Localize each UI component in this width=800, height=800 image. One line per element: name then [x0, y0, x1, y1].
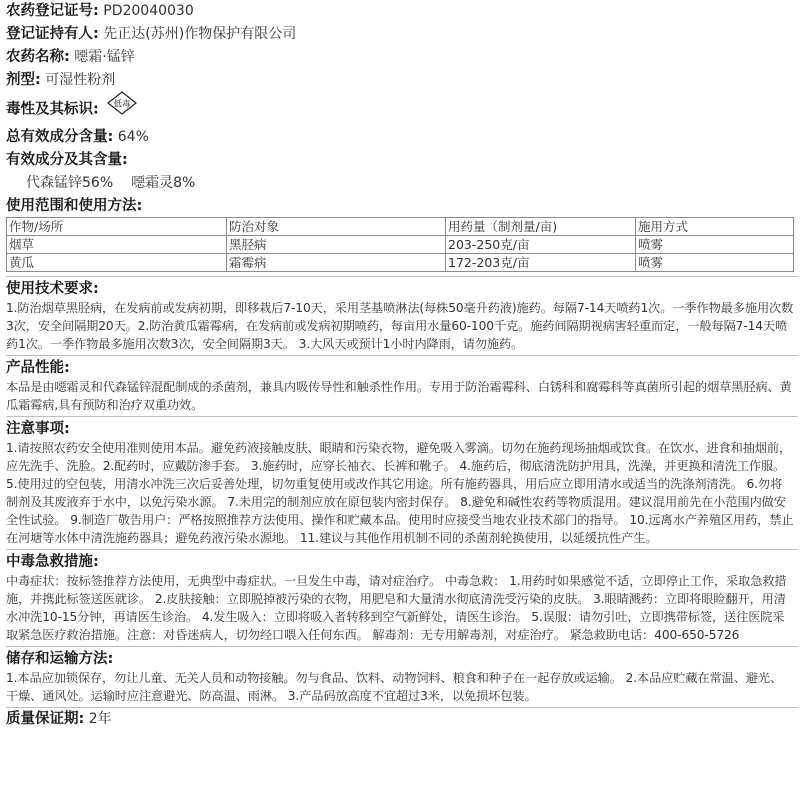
table-cell: 喷雾 [636, 236, 794, 254]
toxicity-badge-text: 低毒 [113, 99, 131, 110]
table-header-cell: 作物/场所 [7, 218, 227, 236]
total-content-label: 总有效成分含量: [6, 129, 114, 145]
formulation-row [6, 69, 798, 92]
registration-number-row [6, 0, 798, 23]
name-label: 农药名称: [6, 49, 70, 65]
table-cell: 黑胫病 [227, 236, 446, 254]
table-cell: 烟草 [7, 236, 227, 254]
total-content-value: 64% [117, 129, 149, 145]
table-cell: 霜霉病 [227, 254, 446, 272]
holder-row [6, 23, 798, 46]
formulation-label: 剂型: [6, 72, 41, 88]
shelf-life-value: 2年 [88, 711, 112, 727]
holder-value: 先正达(苏州)作物保护有限公司 [103, 26, 297, 42]
shelf-life-row [6, 708, 798, 731]
technique-heading: 使用技术要求: [6, 281, 99, 297]
table-cell: 喷雾 [636, 254, 794, 272]
formulation-value: 可湿性粉剂 [45, 72, 116, 88]
table-row [7, 236, 794, 254]
ingredient-item: 噁霜灵8% [131, 175, 196, 191]
storage-text: 1.本品应加锁保存，勿让儿童、无关人员和动物接触。勿与食品、饮料、动物饲料、粮食和种子在一起存放或运输。 2.本品应贮藏在常温、避光、干燥、通风处。运输时应注意避光、防高温、雨淋。 3.产品码放高度不宜超过3米，以免损坏包装。 [6, 671, 783, 703]
ingredients-list [6, 172, 798, 194]
name-row [6, 46, 798, 69]
label-document [6, 0, 798, 731]
table-row [7, 254, 794, 272]
precautions-heading: 注意事项: [6, 421, 70, 437]
usage-table [6, 217, 794, 272]
performance-heading: 产品性能: [6, 360, 70, 376]
table-cell: 黄瓜 [7, 254, 227, 272]
technique-text: 1.防治烟草黑胫病，在发病前或发病初期，即移栽后7-10天，采用茎基喷淋法(每株50毫升药液)施药。每隔7-14天喷药1次。一季作物最多施用次数3次，安全间隔期20天。2.防治黄瓜霜霉病，在发病前或发病初期喷药，每亩用水量60-100千克。施药间隔期视病害轻重而定，一般每隔7-14天喷药1次。一季作物最多施用次数3次，安全间隔期3天。 3.大风天或预计1小时内降雨，请勿施药。 [6, 301, 794, 351]
usage-heading: 使用范围和使用方法: [6, 198, 143, 214]
table-cell: 172-203克/亩 [446, 254, 636, 272]
toxicity-label: 毒性及其标识: [6, 101, 99, 118]
ingredient-item: 代森锰锌56% [26, 175, 114, 191]
firstaid-heading: 中毒急救措施: [6, 554, 99, 570]
ingredients-label: 有效成分及其含量: [6, 152, 128, 168]
table-header-cell: 防治对象 [227, 218, 446, 236]
registration-number-label: 农药登记证号: [6, 3, 99, 19]
precautions-text: 1.请按照农药安全使用准则使用本品。避免药液接触皮肤、眼睛和污染衣物，避免吸入雾滴。切勿在施药现场抽烟或饮食。在饮水、进食和抽烟前，应先洗手、洗脸。2.配药时，应戴防渗手套。 3.施药时，应穿长袖衣、长裤和靴子。 4.施药后，彻底清洗防护用具，洗澡，并更换和清洗工作服。 5.使用过的空包装，用清水冲洗三次后妥善处理，切勿重复使用或改作其它用途。所有施药器具，用后应立即用清水或适当的洗涤剂清洗。 6.勿将制剂及其废液弃于水中，以免污染水源。 7.未用完的制剂应放在原包装内密封保存。 8.避免和碱性农药等物质混用。建议混用前先在小范围内做安全性试验。 9.制造厂敬告用户：严格按照推荐方法使用、操作和贮藏本品。使用时应接受当地农业技术部门的指导。 10.远离水产养殖区用药，禁止在河塘等水体中清洗施药器具；避免药液污染水源地。 11.建议与其他作用机制不同的杀菌剂轮换使用，以延缓抗性产生。 [6, 441, 794, 545]
total-content-row [6, 126, 798, 149]
storage-heading: 储存和运输方法: [6, 651, 114, 667]
toxicity-row [6, 92, 798, 122]
holder-label: 登记证持有人: [6, 26, 99, 42]
registration-number-value: PD20040030 [103, 3, 194, 19]
name-value: 噁霜·锰锌 [74, 49, 135, 65]
table-header-cell: 施用方式 [636, 218, 794, 236]
table-cell: 203-250克/亩 [446, 236, 636, 254]
table-header-cell: 用药量（制剂量/亩) [446, 218, 636, 236]
firstaid-text: 中毒症状：按标签推荐方法使用，无典型中毒症状。一旦发生中毒，请对症治疗。 中毒急救： 1.用药时如果感觉不适，立即停止工作，采取急救措施，并携此标签送医就诊。 2.皮肤接触：立即脱掉被污染的衣物，用肥皂和大量清水彻底清洗受污染的皮肤。 3.眼睛溅药：立即将眼睑翻开，用清水冲洗10-15分钟，再请医生诊治。 4.发生吸入：立即将吸入者转移到空气新鲜处，请医生诊治。 5.误服：请勿引吐，立即携带标签，送往医院采取紧急医疗救治措施。注意：对昏迷病人，切勿经口喂入任何东西。 解毒剂：无专用解毒剂，对症治疗。 紧急救助电话：400-650-5726 [6, 574, 787, 642]
toxicity-badge-icon [107, 91, 137, 126]
performance-text: 本品是由噁霜灵和代森锰锌混配制成的杀菌剂，兼具内吸传导性和触杀性作用。专用于防治霜霉科、白锈科和腐霉科等真菌所引起的烟草黑胫病、黄瓜霜霉病,具有预防和治疗双重功效。 [6, 380, 792, 412]
shelf-life-label: 质量保证期: [6, 711, 85, 727]
ingredients-row [6, 149, 798, 172]
table-header-row [7, 218, 794, 236]
